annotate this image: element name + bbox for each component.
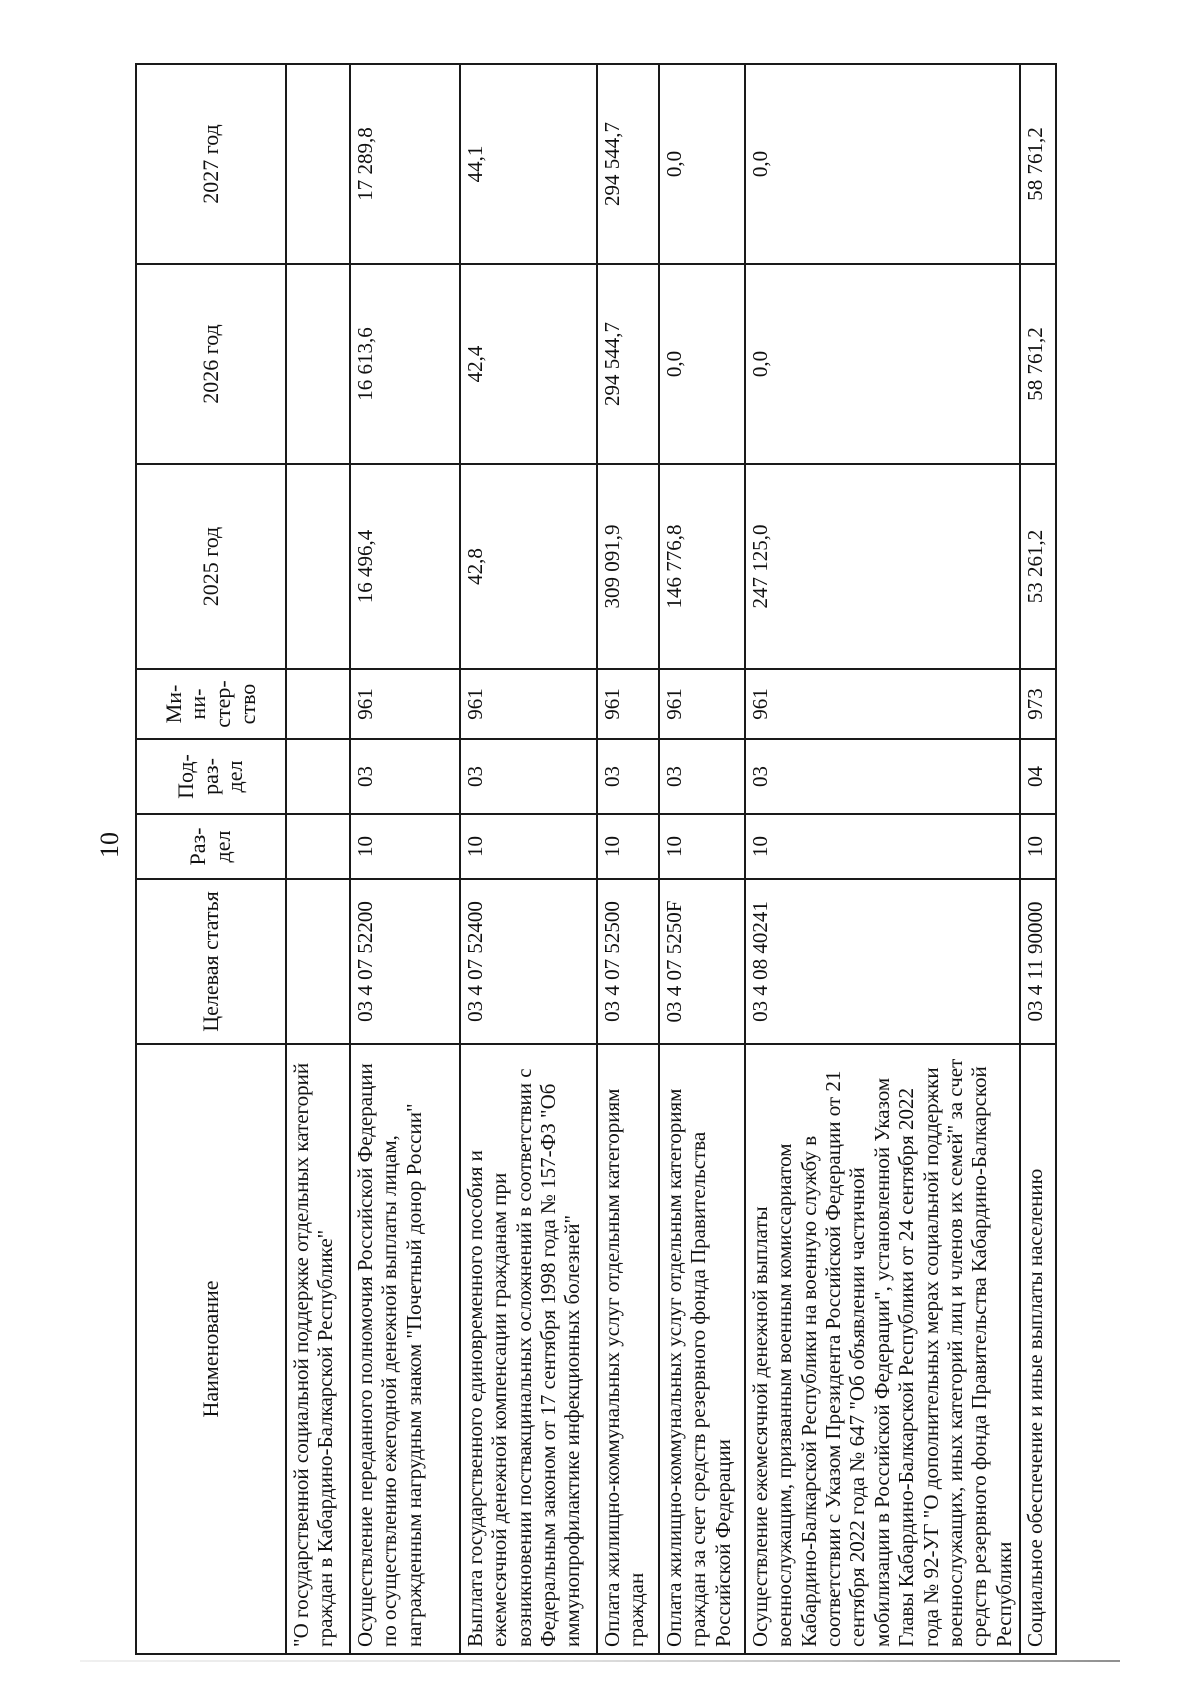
table-row xyxy=(659,64,745,1654)
cell-target-article: 03 4 07 52200 xyxy=(350,879,460,1044)
cell-name: Оплата жилищно-коммунальных услуг отдельным категориям граждан xyxy=(597,1044,659,1654)
cell-name: Социальное обеспечение и иные выплаты населению xyxy=(1020,1044,1056,1654)
cell-2026: 58 761,2 xyxy=(1020,264,1056,464)
cell-subsection: 03 xyxy=(460,739,597,814)
cell-ministry: 961 xyxy=(745,669,1020,739)
cell-ministry: 961 xyxy=(460,669,597,739)
cell-section xyxy=(286,814,350,879)
cell-2027 xyxy=(286,64,350,264)
cell-2026: 42,4 xyxy=(460,264,597,464)
header-2027: 2027 год xyxy=(136,64,286,264)
header-subsection: Под-раз-дел xyxy=(136,739,286,814)
cell-2025: 16 496,4 xyxy=(350,464,460,669)
cell-subsection xyxy=(286,739,350,814)
header-2025: 2025 год xyxy=(136,464,286,669)
cell-target-article: 03 4 07 5250F xyxy=(659,879,745,1044)
header-name: Наименование xyxy=(136,1044,286,1654)
table-row xyxy=(460,64,597,1654)
cell-name: Оплата жилищно-коммунальных услуг отдельным категориям граждан за счет средств резервного фонда Правительства Российской Федерации xyxy=(659,1044,745,1654)
table-row xyxy=(286,64,350,1654)
cell-name: "О государственной социальной поддержке отдельных категорий граждан в Кабардино-Балкарской Республике" xyxy=(286,1044,350,1654)
header-target-article: Целевая статья xyxy=(136,879,286,1044)
cell-2026: 16 613,6 xyxy=(350,264,460,464)
cell-2026 xyxy=(286,264,350,464)
cell-target-article: 03 4 07 52400 xyxy=(460,879,597,1044)
header-section: Раз-дел xyxy=(136,814,286,879)
cell-ministry xyxy=(286,669,350,739)
cell-2025: 309 091,9 xyxy=(597,464,659,669)
table-row xyxy=(745,64,1020,1654)
cell-subsection: 04 xyxy=(1020,739,1056,814)
cell-name: Осуществление переданного полномочия Российской Федерации по осуществлению ежегодной денежной выплаты лицам, награжденным нагрудным знаком "Почетный донор России" xyxy=(350,1044,460,1654)
budget-table-container xyxy=(135,65,1075,1655)
cell-target-article: 03 4 08 40241 xyxy=(745,879,1020,1044)
cell-ministry: 973 xyxy=(1020,669,1056,739)
cell-section: 10 xyxy=(460,814,597,879)
cell-section: 10 xyxy=(745,814,1020,879)
cell-target-article: 03 4 07 52500 xyxy=(597,879,659,1044)
cell-2027: 44,1 xyxy=(460,64,597,264)
cell-subsection: 03 xyxy=(659,739,745,814)
cell-2027: 17 289,8 xyxy=(350,64,460,264)
cell-2027: 294 544,7 xyxy=(597,64,659,264)
header-ministry: Ми-ни-стер-ство xyxy=(136,669,286,739)
cell-subsection: 03 xyxy=(745,739,1020,814)
cell-2026: 0,0 xyxy=(745,264,1020,464)
cell-2027: 0,0 xyxy=(659,64,745,264)
cell-2026: 0,0 xyxy=(659,264,745,464)
cell-name: Осуществление ежемесячной денежной выплаты военнослужащим, призванным военным комиссариатом Кабардино-Балкарской Республики на военную службу в соответствии с Указом Президента Российской Федерации от 21 сентября 2022 года № 647 "Об объявлении частичной мобилизации в Российской Федерации", установленной Указом Главы Кабардино-Балкарской Республики от 24 сентября 2022 года № 92-УГ "О дополнительных мерах социальной поддержки военнослужащих, иных категорий лиц и членов их семей" за счет средств резервного фонда Правительства Кабардино-Балкарской Республики xyxy=(745,1044,1020,1654)
cell-section: 10 xyxy=(659,814,745,879)
budget-table xyxy=(135,63,1057,1655)
cell-ministry: 961 xyxy=(659,669,745,739)
cell-2027: 58 761,2 xyxy=(1020,64,1056,264)
table-row xyxy=(350,64,460,1654)
cell-2025: 146 776,8 xyxy=(659,464,745,669)
cell-subsection: 03 xyxy=(350,739,460,814)
table-row xyxy=(1020,64,1056,1654)
cell-section: 10 xyxy=(1020,814,1056,879)
cell-section: 10 xyxy=(350,814,460,879)
page-number: 10 xyxy=(95,832,124,858)
cell-ministry: 961 xyxy=(350,669,460,739)
header-2026: 2026 год xyxy=(136,264,286,464)
scan-artifact-line xyxy=(80,1660,1120,1662)
cell-target-article xyxy=(286,879,350,1044)
cell-2025: 247 125,0 xyxy=(745,464,1020,669)
header-row xyxy=(136,64,286,1654)
cell-target-article: 03 4 11 90000 xyxy=(1020,879,1056,1044)
table-row xyxy=(597,64,659,1654)
cell-ministry: 961 xyxy=(597,669,659,739)
cell-2025: 53 261,2 xyxy=(1020,464,1056,669)
cell-2026: 294 544,7 xyxy=(597,264,659,464)
cell-2027: 0,0 xyxy=(745,64,1020,264)
cell-name: Выплата государственного единовременного пособия и ежемесячной денежной компенсации гражданам при возникновении поствакцинальных осложнений в соответствии с Федеральным законом от 17 сентября 1998 года № 157-ФЗ "Об иммунопрофилактике инфекционных болезней" xyxy=(460,1044,597,1654)
cell-2025: 42,8 xyxy=(460,464,597,669)
cell-section: 10 xyxy=(597,814,659,879)
cell-2025 xyxy=(286,464,350,669)
cell-subsection: 03 xyxy=(597,739,659,814)
